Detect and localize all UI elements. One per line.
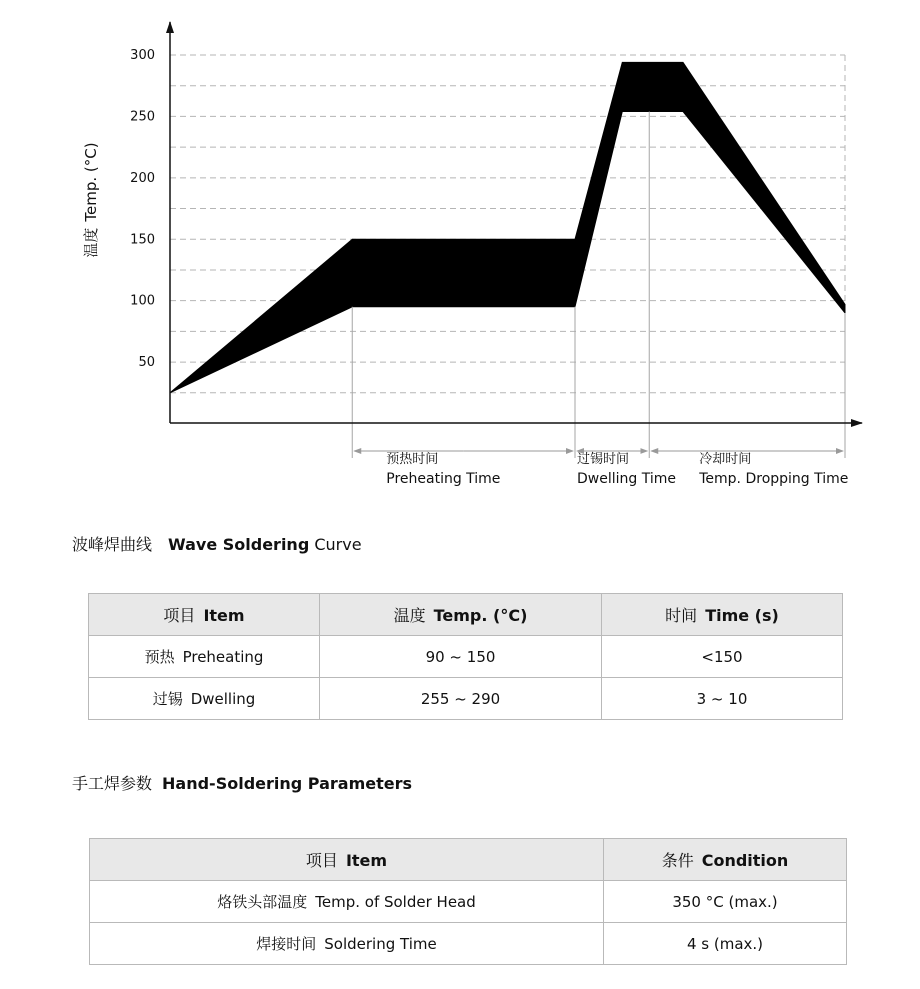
- y-tick-label: 250: [130, 109, 155, 125]
- y-tick-label: 300: [130, 48, 155, 63]
- table-header-row: [90, 839, 847, 881]
- header-item: 项目 Item: [89, 594, 320, 636]
- hand-soldering-title: [72, 771, 412, 794]
- hand-title-en: Hand-Soldering Parameters: [162, 774, 412, 793]
- time-cell: <150: [602, 636, 843, 678]
- header-condition: 条件 Condition: [604, 839, 847, 881]
- wave-soldering-table: [88, 593, 843, 720]
- header-time: 时间 Time (s): [602, 594, 843, 636]
- phase-label-cn: 预热时间: [386, 452, 439, 467]
- phase-label-en: Preheating Time: [386, 471, 501, 487]
- y-tick-label: 100: [130, 293, 155, 309]
- phase-label-cn: 冷却时间: [699, 452, 752, 467]
- table-row: [90, 881, 847, 923]
- hand-title-cn: 手工焊参数: [72, 774, 153, 793]
- hand-soldering-table: [89, 838, 847, 965]
- table-header-row: [89, 594, 843, 636]
- header-item: 项目 Item: [90, 839, 604, 881]
- condition-cell: 4 s (max.): [604, 923, 847, 965]
- temperature-band: [170, 62, 845, 392]
- phase-label-en: Dwelling Time: [577, 471, 676, 487]
- condition-cell: 350 °C (max.): [604, 881, 847, 923]
- temp-cell: 90 ~ 150: [320, 636, 602, 678]
- item-cell: 预热 Preheating: [89, 636, 320, 678]
- wave-soldering-title: [72, 532, 362, 555]
- item-cell: 过锡 Dwelling: [89, 678, 320, 720]
- y-tick-label: 200: [130, 170, 155, 186]
- wave-title-cn: 波峰焊曲线: [72, 535, 153, 554]
- phase-label-cn: 过锡时间: [577, 452, 630, 467]
- phase-label-en: Temp. Dropping Time: [699, 471, 849, 487]
- wave-title-en-bold: Wave Soldering: [168, 535, 310, 554]
- table-row: [90, 923, 847, 965]
- item-cell: 焊接时间 Soldering Time: [90, 923, 604, 965]
- wave-title-en-rest: Curve: [309, 535, 362, 554]
- item-cell: 烙铁头部温度 Temp. of Solder Head: [90, 881, 604, 923]
- table-row: [89, 636, 843, 678]
- y-axis-label: 温度Temp. (°C): [82, 142, 100, 258]
- y-tick-label: 150: [130, 232, 155, 248]
- temp-cell: 255 ~ 290: [320, 678, 602, 720]
- y-tick-label: 50: [138, 355, 155, 371]
- time-cell: 3 ~ 10: [602, 678, 843, 720]
- header-temp: 温度 Temp. (°C): [320, 594, 602, 636]
- table-row: [89, 678, 843, 720]
